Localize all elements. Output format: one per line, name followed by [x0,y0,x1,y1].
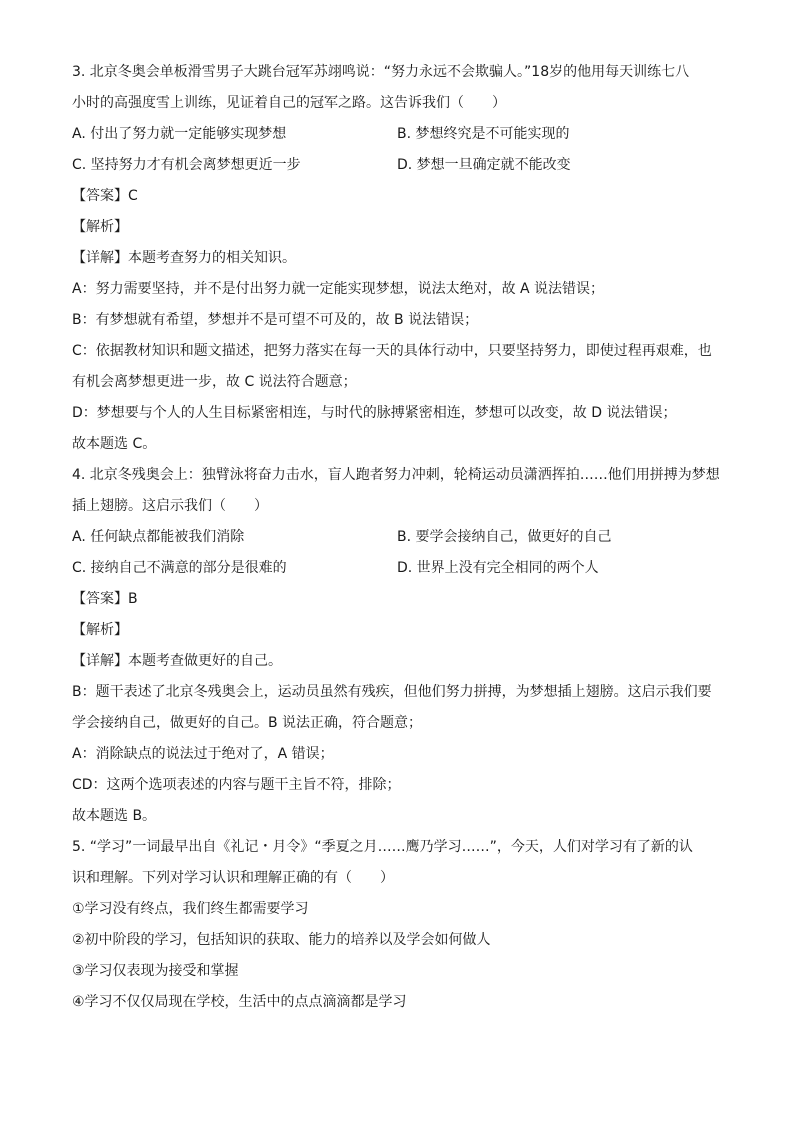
q3-explanation-a: A：努力需要坚持，并不是付出努力就一定能实现梦想，说法太绝对，故 A 说法错误； [72,281,605,297]
q4-option-a: A. 任何缺点都能被我们消除 [72,529,245,545]
q5-item-3: ③学习仅表现为接受和掌握 [72,963,239,979]
q5-stem-line-2: 识和理解。下列对学习认识和理解正确的有（ ） [72,870,394,886]
q4-explanation-cd: CD：这两个选项表述的内容与题干主旨不符，排除； [72,777,401,793]
q3-options-row-1 [72,124,722,144]
q3-option-a: A. 付出了努力就一定能够实现梦想 [72,126,287,142]
q4-stem-line-2: 插上翅膀。这启示我们（ ） [72,498,268,514]
q4-stem-line-1: 4. 北京冬残奥会上：独臂泳将奋力击水，盲人跑者努力冲刺，轮椅运动员潇洒挥拍……他们用拼搏为梦想 [72,467,720,483]
q4-explanation-b-line-2: 学会接纳自己，做更好的自己。B 说法正确，符合题意； [72,715,423,731]
q4-analysis-heading: 【解析】 [72,622,128,638]
question-5 [72,837,722,1012]
q5-item-1: ①学习没有终点，我们终生都需要学习 [72,901,309,917]
q3-options-row-2 [72,155,722,175]
q3-detail: 【详解】本题考查努力的相关知识。 [72,250,296,266]
q4-explanation-b-line-1: B：题干表述了北京冬残奥会上，运动员虽然有残疾，但他们努力拼搏，为梦想插上翅膀。这启示我们要 [72,684,712,700]
document-page [72,62,722,1012]
q3-explanation-d: D：梦想要与个人的人生目标紧密相连，与时代的脉搏紧密相连，梦想可以改变，故 D 说法错误； [72,405,677,421]
q3-option-c: C. 坚持努力才有机会离梦想更近一步 [72,157,301,173]
q3-option-b: B. 梦想终究是不可能实现的 [397,126,570,142]
q3-answer: 【答案】C [72,188,138,204]
q3-explanation-c-line-2: 有机会离梦想更进一步，故 C 说法符合题意； [72,374,357,390]
q3-stem-line-1: 3. 北京冬奥会单板滑雪男子大跳台冠军苏翊鸣说：“努力永远不会欺骗人。”18岁的他用每天训练七八 [72,64,690,80]
q3-option-d: D. 梦想一旦确定就不能改变 [397,157,571,173]
q3-analysis-heading: 【解析】 [72,219,128,235]
q4-option-c: C. 接纳自己不满意的部分是很难的 [72,560,287,576]
q4-explanation-a: A：消除缺点的说法过于绝对了，A 错误； [72,746,334,762]
q4-options-row-1 [72,527,722,547]
q3-explanation-b: B：有梦想就有希望，梦想并不是可望不可及的，故 B 说法错误； [72,312,479,328]
q4-detail: 【详解】本题考查做更好的自己。 [72,653,282,669]
q4-options-row-2 [72,558,722,578]
q4-conclusion: 故本题选 B。 [72,808,157,824]
q4-option-d: D. 世界上没有完全相同的两个人 [397,560,599,576]
q3-conclusion: 故本题选 C。 [72,436,157,452]
q3-stem-line-2: 小时的高强度雪上训练，见证着自己的冠军之路。这告诉我们（ ） [72,95,506,111]
q5-item-4: ④学习不仅仅局现在学校，生活中的点点滴滴都是学习 [72,994,407,1010]
q5-stem-line-1: 5. “学习”一词最早出自《礼记・月令》“季夏之月……鹰乃学习……”，今天，人们对学习有了新的认 [72,839,693,855]
q4-option-b: B. 要学会接纳自己，做更好的自己 [397,529,612,545]
q5-item-2: ②初中阶段的学习，包括知识的获取、能力的培养以及学会如何做人 [72,932,491,948]
q4-answer: 【答案】B [72,591,138,607]
question-3 [72,62,722,454]
question-4 [72,465,722,826]
q3-explanation-c-line-1: C：依据教材知识和题文描述，把努力落实在每一天的具体行动中，只要坚持努力，即使过程再艰难，也 [72,343,712,359]
